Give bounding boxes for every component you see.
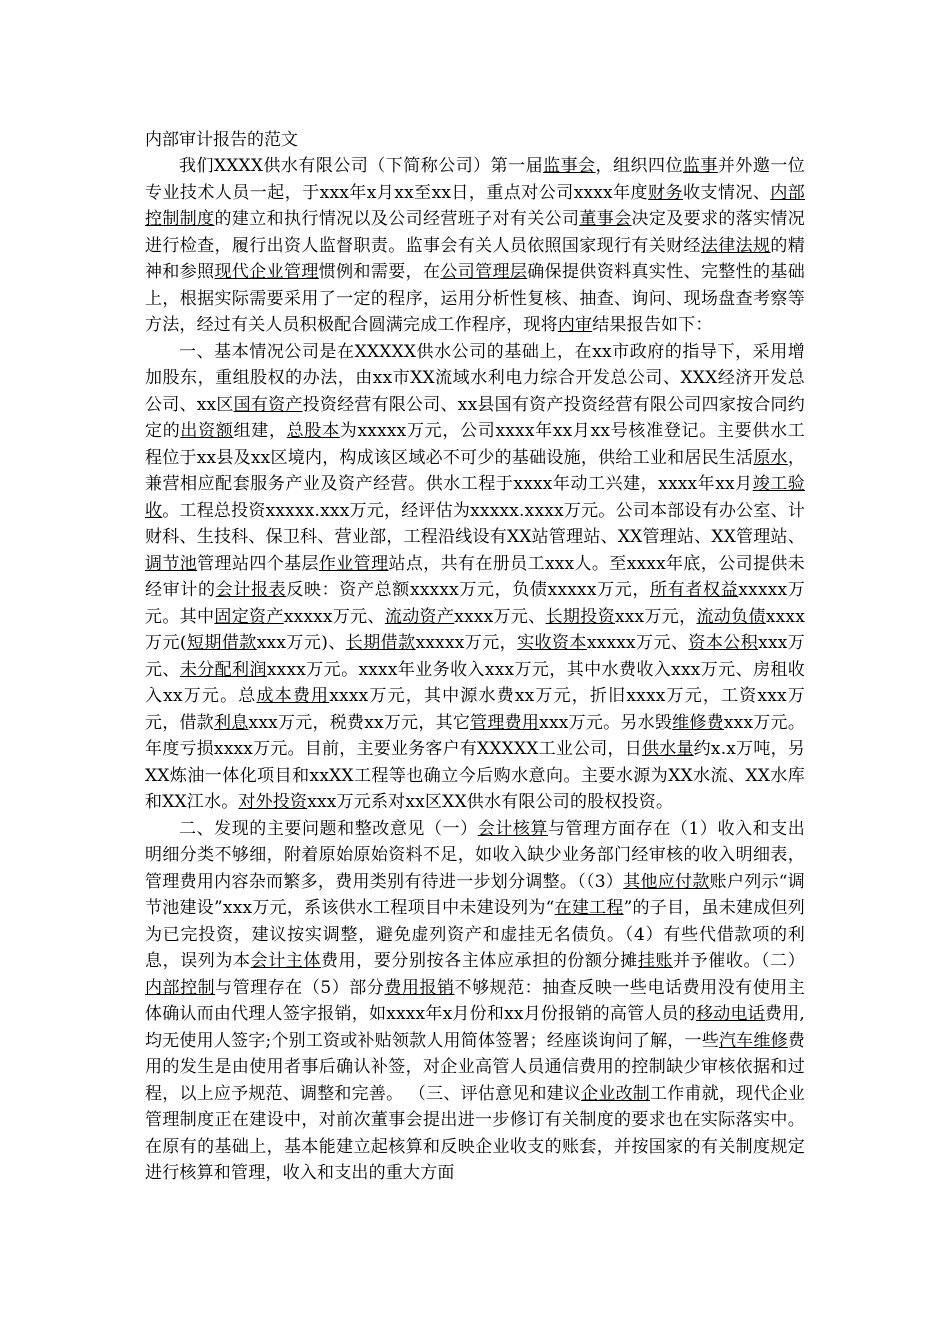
underlined-term[interactable]: 会计主体 [250,951,322,971]
underlined-term[interactable]: 会计核算 [477,818,548,839]
underlined-term[interactable]: 竣工验收 [145,474,805,521]
paragraph-text: xxxxx万元、 [283,606,385,627]
paragraph-text: 惯例和需要，在 [318,262,441,282]
paragraph-text: xxxx万元( [145,606,805,653]
underlined-term[interactable]: 挂账 [637,951,674,971]
paragraph-text: 与管理方面存在（1）收入和支出明细分类不够细，附着原始原始资料不足，如收入缺少业务部门经审核的收入明细表，管理费用内容杂而繁多，费用类别有待进一步划分调整。（（3） [145,818,805,892]
underlined-term[interactable]: 资本公积 [688,633,759,653]
underlined-term[interactable]: 内部控制制度 [145,182,805,229]
paragraph-text: xxx万元， [614,606,697,627]
paragraph-text: xxx万元。年度亏损xxxx万元。目前，主要业务客户有XXXXX工业公司，日 [145,712,806,759]
paragraph-text: 为xxxxx万元，公司xxxx年xx月xx号核准登记。主要供水工程位于xx县及xx区境内，构成该区域必不可少的基础设施，供给工业和居民生活 [145,421,805,468]
paragraph-text: 。工程总投资xxxxx.xxx万元，经评估为xxxxx.xxxx万元。公司本部设有办公室、计财科、生技科、保卫科、营业部，工程沿线设有XX站管理站、XX管理站、XX管理站、 [145,500,805,547]
underlined-term[interactable]: 监事会 [543,156,596,176]
underlined-term[interactable]: 移动电话 [696,1004,765,1024]
underlined-term[interactable]: 实收资本 [517,633,587,653]
paragraph-text: xxxx万元、 [454,606,546,627]
underlined-term[interactable]: 监事 [682,156,718,176]
paragraph-text: 管理站四个基层 [197,553,319,574]
paragraph-text: 我们XXXX供水有限公司（下简称公司）第一届 [179,156,544,176]
body-paragraph [145,153,805,339]
underlined-term[interactable]: 流动资产 [384,606,455,627]
underlined-term[interactable]: 其他应付款 [623,871,710,892]
paragraph-text: 并予催收。（二） [673,951,805,971]
underlined-term[interactable]: 法律法规 [700,235,771,256]
underlined-term[interactable]: 长期投资 [545,606,615,627]
paragraph-text: 与管理存在（5）部分 [215,977,385,998]
underlined-term[interactable]: 汽车维修 [718,1030,788,1051]
paragraph-text: xxxx万元。xxxx年业务收入xxx万元，其中水费收入xxx万元、房租收入xx万元。总 [145,659,806,706]
body-paragraph [145,816,805,1187]
underlined-term[interactable]: 现代企业管理 [214,262,319,282]
paragraph-text: 确保提供资料真实性、完整性的基础上，根据实际需要采用了一定的程序，运用分析性复核、抽查、询问、现场盘查考察等方法，经过有关人员积极配合圆满完成工作程序，现将 [145,262,806,335]
paragraph-text: 投资经营有限公司、xx县国有资产投资经营有限公司四家按合同约定的 [145,394,805,441]
underlined-term[interactable]: 在建工程 [554,898,624,918]
paragraph-text: 工作甫就，现代企业管理制度正在建设中，对前次董事会提出进一步修订有关制度的要求也在实际落实中。在原有的基础上，基本能建立起核算和反映企业收支的账套，并按国家的有关制度规定进行核算和管理，收入和支出的重大方面 [145,1083,805,1183]
paragraph-text: xxx万元，税费xx万元，其它 [248,712,471,733]
underlined-term[interactable]: 出资额 [180,421,234,441]
paragraph-text: xxxxx万元、 [586,633,689,653]
paragraph-text: 账户列示“调节池建设”xxx万元，系该供水工程项目中未建设列为“ [145,871,805,918]
underlined-term[interactable]: 原水 [753,447,788,468]
paragraph-text: 二、发现的主要问题和整改意见（一） [179,818,478,839]
underlined-term[interactable]: 成本费用 [256,686,330,706]
paragraph-text: 一、基本情况公司是在XXXXX供水公司的基础上，在xx市政府的指导下，采用增加股东，重组股权的办法，由xx市XX流域水利电力综合开发总公司、XXX经济开发总公司、xx区 [145,341,805,415]
underlined-term[interactable]: 短期借款 [186,633,257,653]
paragraph-text: 的建立和执行情况以及公司经营班子对有关公司 [214,209,580,229]
paragraph-text: xxx万元)、 [256,633,346,653]
underlined-term[interactable]: 作业管理 [318,553,389,574]
paragraph-text: 结果报告如下： [592,315,713,335]
paragraph-text: 约x.x万吨，另XX炼油一体化项目和xxXX工程等也确立今后购水意向。主要水源为XX水流、XX水库和XX江水。 [145,739,805,812]
paragraph-text: 组建， [233,421,287,441]
underlined-term[interactable]: 调节池 [145,553,198,574]
underlined-term[interactable]: 未分配利润 [179,659,267,680]
underlined-term[interactable]: 董事会 [579,209,632,229]
paragraph-text: xxx万元系对xx区XX供水有限公司的股权投资。 [307,792,674,812]
paragraph-text: xxx万元。另水毁 [539,712,673,733]
body-paragraph [145,339,805,816]
paragraph-text: 费用,均无使用人签字;个别工资或补贴领款人用简体签署；经座谈询问了解，一些 [145,1004,805,1051]
underlined-term[interactable]: 供水量 [641,739,694,759]
paragraph-text: xxxxx万元， [415,633,518,653]
underlined-term[interactable]: 利息 [214,712,249,733]
underlined-term[interactable]: 长期借款 [345,633,416,653]
underlined-term[interactable]: 流动负债 [696,606,766,627]
paragraph-text: 并外邀一位专业技术人员一起，于xxx年x月xx至xx日，重点对公司xxxx年度 [145,156,806,203]
underlined-term[interactable]: 所有者权益 [650,580,739,600]
paragraph-text: 费用的发生是由使用者事后确认补签，对企业高管人员通信费用的控制缺少审核依据和过程，以上应予规范、调整和完善。 （三、评估意见和建议 [145,1030,805,1104]
underlined-term[interactable]: 对外投资 [238,792,308,812]
underlined-term[interactable]: 费用报销 [384,977,455,998]
paragraph-text: xxxxx万元。其中 [145,580,805,627]
paragraph-text: 不够规范：抽查反映一些电话费用没有使用主体确认而由代理人签字报销，如xxxx年x月份和xx月份报销的高管人员的 [145,977,805,1024]
paragraph-text: xxxx万元，其中源水费xx万元，折旧xxxx万元，工资xxx万元，借款 [145,686,805,733]
underlined-term[interactable]: 固定资产 [214,606,284,627]
paragraph-text: 站点，共有在册员工xxx人。至xxxx年底，公司提供未经审计的 [145,553,805,600]
paragraph-text: 收支情况、 [682,182,771,203]
underlined-term[interactable]: 内审 [557,315,593,335]
paragraph-text: ”的子目，虽未建成但列为已完投资，建议按实调整，避免虚列资产和虚挂无名债负。（4）有些代借款项的利息，误列为本 [145,898,806,971]
underlined-term[interactable]: 管理费用 [470,712,540,733]
paragraph-text: xxx万元、 [145,633,805,680]
underlined-term[interactable]: 总股本 [286,421,340,441]
underlined-term[interactable]: 内部控制 [145,977,216,998]
underlined-term[interactable]: 国有资产 [233,394,303,415]
underlined-term[interactable]: 会计报表 [215,580,287,600]
paragraph-text: ，组织四位 [595,156,683,176]
paragraph-text: 费用，要分别按各主体应承担的份额分摊 [321,951,638,971]
underlined-term[interactable]: 维修费 [672,712,724,733]
paragraph-text: ，兼营相应配套服务产业及资产经营。供水工程于xxxx年动工兴建，xxxx年xx月 [145,447,806,494]
paragraph-text: 的精神和参照 [145,235,805,282]
underlined-term[interactable]: 公司管理层 [440,262,528,282]
underlined-term[interactable]: 企业改制 [581,1083,651,1104]
document-body [145,153,805,1187]
document-title: 内部审计报告的范文 [145,130,298,150]
paragraph-text: 决定及要求的落实情况进行检查，履行出资人监督职责。监事会有关人员依照国家现行有关财经 [145,209,806,256]
paragraph-text: 反映：资产总额xxxxx万元，负债xxxxx万元， [286,580,651,600]
underlined-term[interactable]: 财务 [648,182,683,203]
